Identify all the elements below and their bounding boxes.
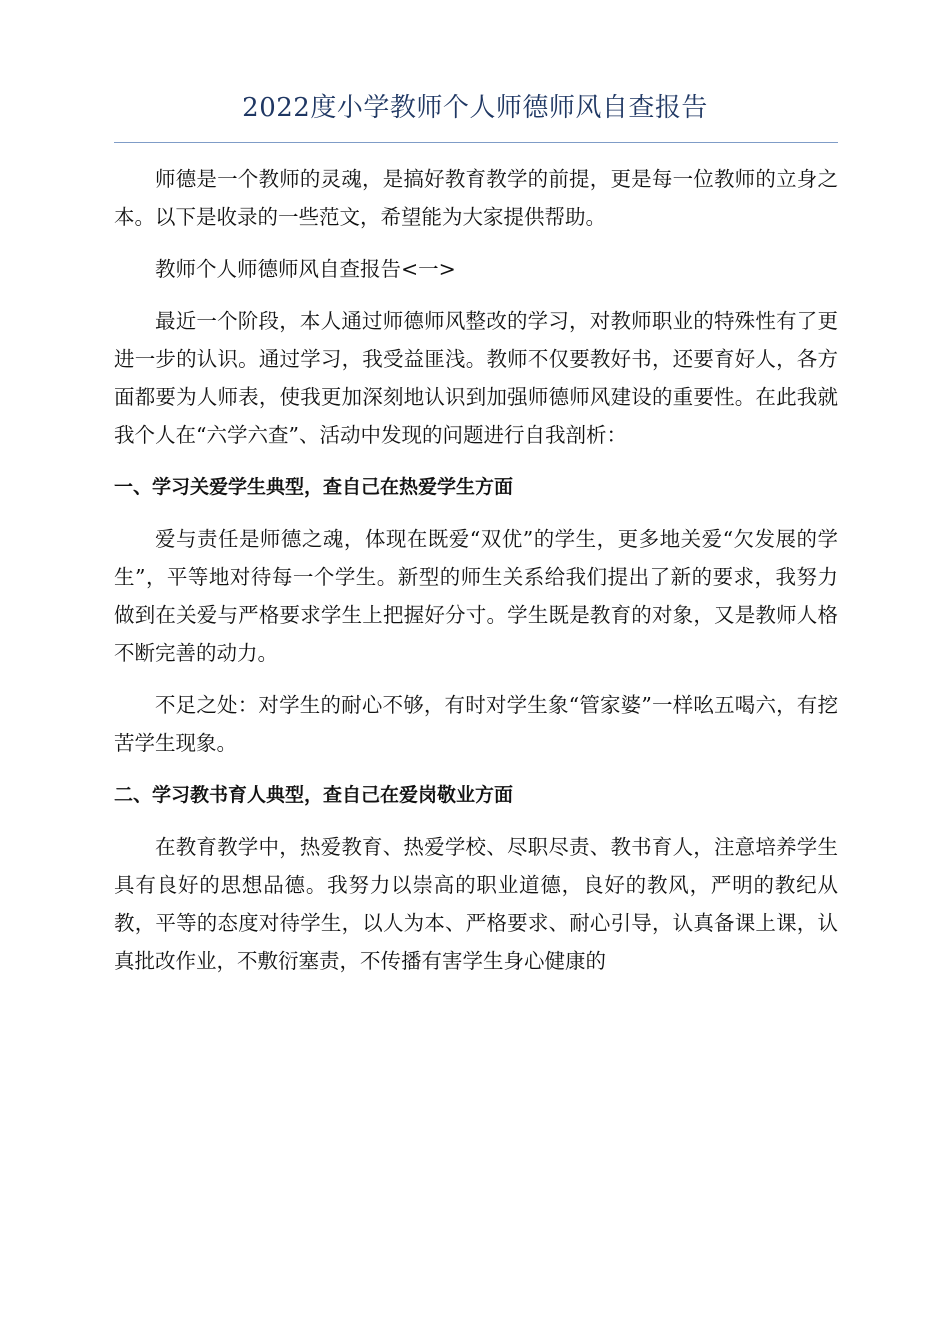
section-2-heading: 二、学习教书育人典型，查自己在爱岗敬业方面 — [114, 784, 514, 806]
title-divider — [114, 142, 838, 143]
section-2-paragraph: 在教育教学中，热爱教育、热爱学校、尽职尽责、教书育人，注意培养学生具有良好的思想品德。我努力以崇高的职业道德，良好的教风，严明的教纪从教，平等的态度对待学生，以人为本、严格要求、耐心引导，认真备课上课，认真批改作业，不敷衍塞责，不传播有害学生身心健康的 — [114, 835, 838, 973]
section-1-heading: 一、学习关爱学生典型，查自己在热爱学生方面 — [114, 476, 514, 498]
section-1-paragraph: 不足之处：对学生的耐心不够，有时对学生象“管家婆”一样吆五喝六，有挖苦学生现象。 — [114, 693, 838, 755]
section-1-paragraph: 爱与责任是师德之魂，体现在既爱“双优”的学生，更多地关爱“欠发展的学生”，平等地对待每一个学生。新型的师生关系给我们提出了新的要求，我努力做到在关爱与严格要求学生上把握好分寸。学生既是教育的对象，又是教师人格不断完善的动力。 — [114, 527, 838, 665]
document-body — [114, 160, 838, 994]
document-title: 2022度小学教师个人师德师风自查报告 — [242, 93, 708, 123]
intro-paragraph: 师德是一个教师的灵魂，是搞好教育教学的前提，更是每一位教师的立身之本。以下是收录的一些范文，希望能为大家提供帮助。 — [114, 167, 838, 229]
report-subtitle: 教师个人师德师风自查报告<一> — [155, 257, 456, 281]
opening-paragraph: 最近一个阶段，本人通过师德师风整改的学习，对教师职业的特殊性有了更进一步的认识。通过学习，我受益匪浅。教师不仅要教好书，还要育好人，各方面都要为人师表，使我更加深刻地认识到加强师德师风建设的重要性。在此我就我个人在“六学六查”、活动中发现的问题进行自我剖析： — [114, 309, 838, 447]
